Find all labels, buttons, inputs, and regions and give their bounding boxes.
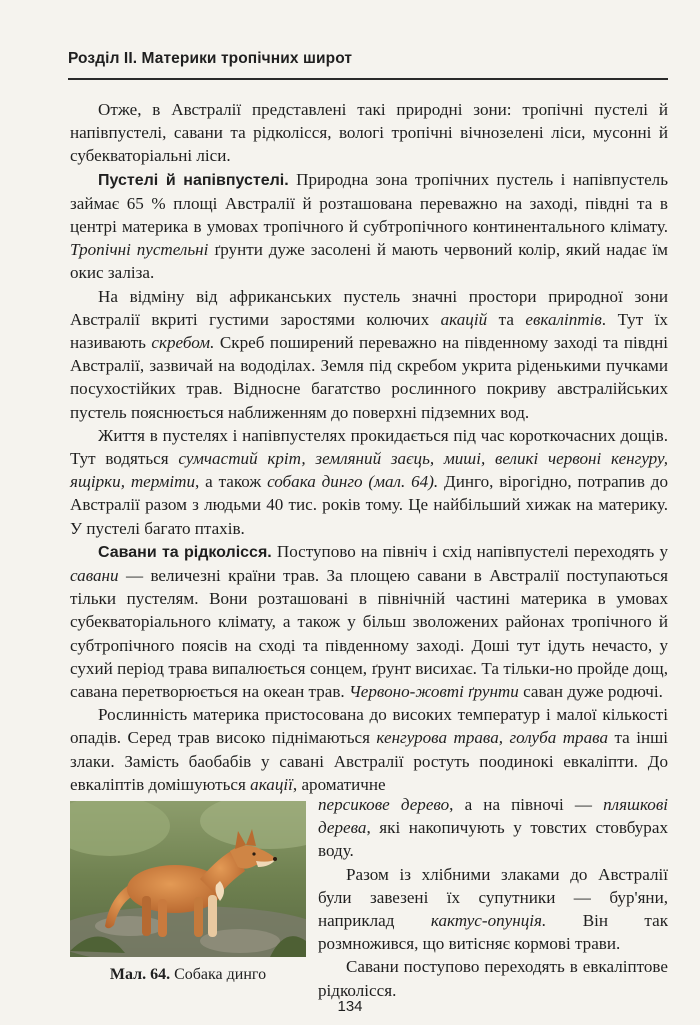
term: евкаліптів bbox=[525, 309, 602, 329]
paragraph-text: Динго, вірогідно, потрапив до Австралії разом з людьми 40 тис. років тому. Це найбільший хижак на материку. У пустелі багато птахів. bbox=[70, 472, 668, 538]
paragraph-text: Поступово на північ і схід напівпустелі переходять у bbox=[271, 541, 668, 561]
term: персикове дерево bbox=[318, 795, 450, 814]
term: кактус-опунція. bbox=[430, 911, 547, 931]
term: акації bbox=[250, 774, 293, 794]
paragraph-text: На відміну від африканських пустель значні простори природної зони Австралії вкриті густими заростями колючих bbox=[70, 286, 668, 329]
dingo-illustration bbox=[70, 801, 306, 957]
paragraph-text: — величезні країни трав. За площею савани в Австралії поступаються тільки пустелям. Вони розташовані в північній частині материка в умовах субекваторіального клімату, а також у більш зволожених районах тропічного й субтропічного поясів на сході та південному заході. Доші тут ідуть нечасто, у сухий період трава випалюється сонцем, ґрунт висихає. Та тільки-но пройде дощ, савана перетворюється на океан трав. bbox=[70, 566, 668, 702]
paragraph-text: та bbox=[487, 309, 526, 329]
term: Тропічні пустельні bbox=[70, 240, 209, 260]
paragraph-trees bbox=[318, 793, 668, 863]
paragraph-scrub bbox=[70, 285, 668, 424]
paragraph-text: . Тут їх називають bbox=[70, 309, 668, 353]
paragraph-text: , які накопичують у товстих стовбурах воду. bbox=[318, 818, 668, 861]
paragraph-text: та інші злаки. Замість баобабів у савані Австралії ростуть поодинокі евкаліпти. До евкаліптів домішуються bbox=[70, 728, 669, 794]
term: акацій bbox=[440, 309, 488, 329]
paragraph-woodland bbox=[318, 955, 668, 1001]
paragraph-text: Рослинність материка пристосована до високих температур і малої кількості опадів. Серед трав високо піднімаються bbox=[70, 705, 668, 748]
term: пляшкові дерева bbox=[318, 795, 669, 838]
paragraph-desert-life bbox=[70, 424, 668, 540]
page-header bbox=[68, 48, 668, 80]
page-number: 134 bbox=[337, 998, 363, 1015]
term: Червоно-жовті ґрунти bbox=[348, 682, 519, 702]
dingo-photo bbox=[70, 801, 306, 957]
main-text bbox=[70, 98, 668, 796]
section-title: Розділ II. Материки тропічних широт bbox=[68, 50, 353, 67]
paragraph-savannas bbox=[70, 540, 668, 703]
paragraph-text: Він так розмножився, що витісняє кормові трави. bbox=[318, 911, 668, 954]
paragraph-text: Життя в пустелях і напівпустелях прокидається під час короткочасних дощів. Тут водяться bbox=[70, 425, 668, 469]
paragraph-text: , ароматичне bbox=[292, 774, 386, 794]
paragraph-weeds bbox=[318, 863, 668, 956]
subheading-deserts: Пустелі й напівпустелі. bbox=[98, 171, 289, 189]
caption-label: Мал. 64. bbox=[109, 966, 171, 983]
paragraph-vegetation bbox=[70, 703, 668, 796]
paragraph-intro bbox=[70, 98, 668, 168]
paragraph-text: Природна зона тропічних пустель і напівпустель займає 65 % площі Австралії й розташована переважно на заході, півдні та в центрі материка в умовах тропічного й субтропічного континентального клімату. bbox=[70, 169, 669, 237]
caption-text: Собака динго bbox=[170, 966, 267, 983]
term: скребом. bbox=[151, 333, 215, 353]
term: сумчастий кріт, земляний заєць, миші, великі червоні кенгуру, ящірки, терміти bbox=[70, 449, 669, 492]
subheading-savannas: Савани та рідколісся. bbox=[98, 543, 272, 561]
paragraph-text: ґрунти дуже засолені й мають червоний колір, який надає їм окис заліза. bbox=[70, 240, 668, 283]
paragraph-text: , а також bbox=[195, 472, 268, 492]
paragraph-text: Савани поступово переходять в евкаліптове рідколісся. bbox=[318, 957, 668, 1000]
side-text bbox=[318, 793, 668, 1002]
paragraph-text: саван дуже родючі. bbox=[518, 682, 663, 702]
term: савани bbox=[70, 566, 119, 586]
term: собака динго (мал. 64). bbox=[267, 472, 439, 492]
paragraph-text: Отже, в Австралії представлені такі природні зони: тропічні пустелі й напівпустелі, савани та рідколісся, вологі тропічні вічнозелені ліси, мусонні й субекваторіальні ліси. bbox=[70, 100, 668, 166]
paragraph-text: Скреб поширений переважно на південному заході та півдні Австралії, зазвичай на вододілах. Земля під скребом укрита рідeнькими пучками посухостійких трав. Відносне багатство рослинного покриву австралійських пустель пояснюється наближенням до поверхні підземних вод. bbox=[70, 333, 668, 422]
paragraph-text: Разом із хлібними злаками до Австралії були завезені їх супутники — бур'яни, наприклад bbox=[318, 864, 668, 931]
paragraph-text: , а на півночі — bbox=[449, 795, 604, 814]
figure-caption bbox=[70, 966, 306, 984]
paragraph-deserts bbox=[70, 168, 668, 285]
term: кенгурова трава, голуба трава bbox=[376, 728, 609, 748]
